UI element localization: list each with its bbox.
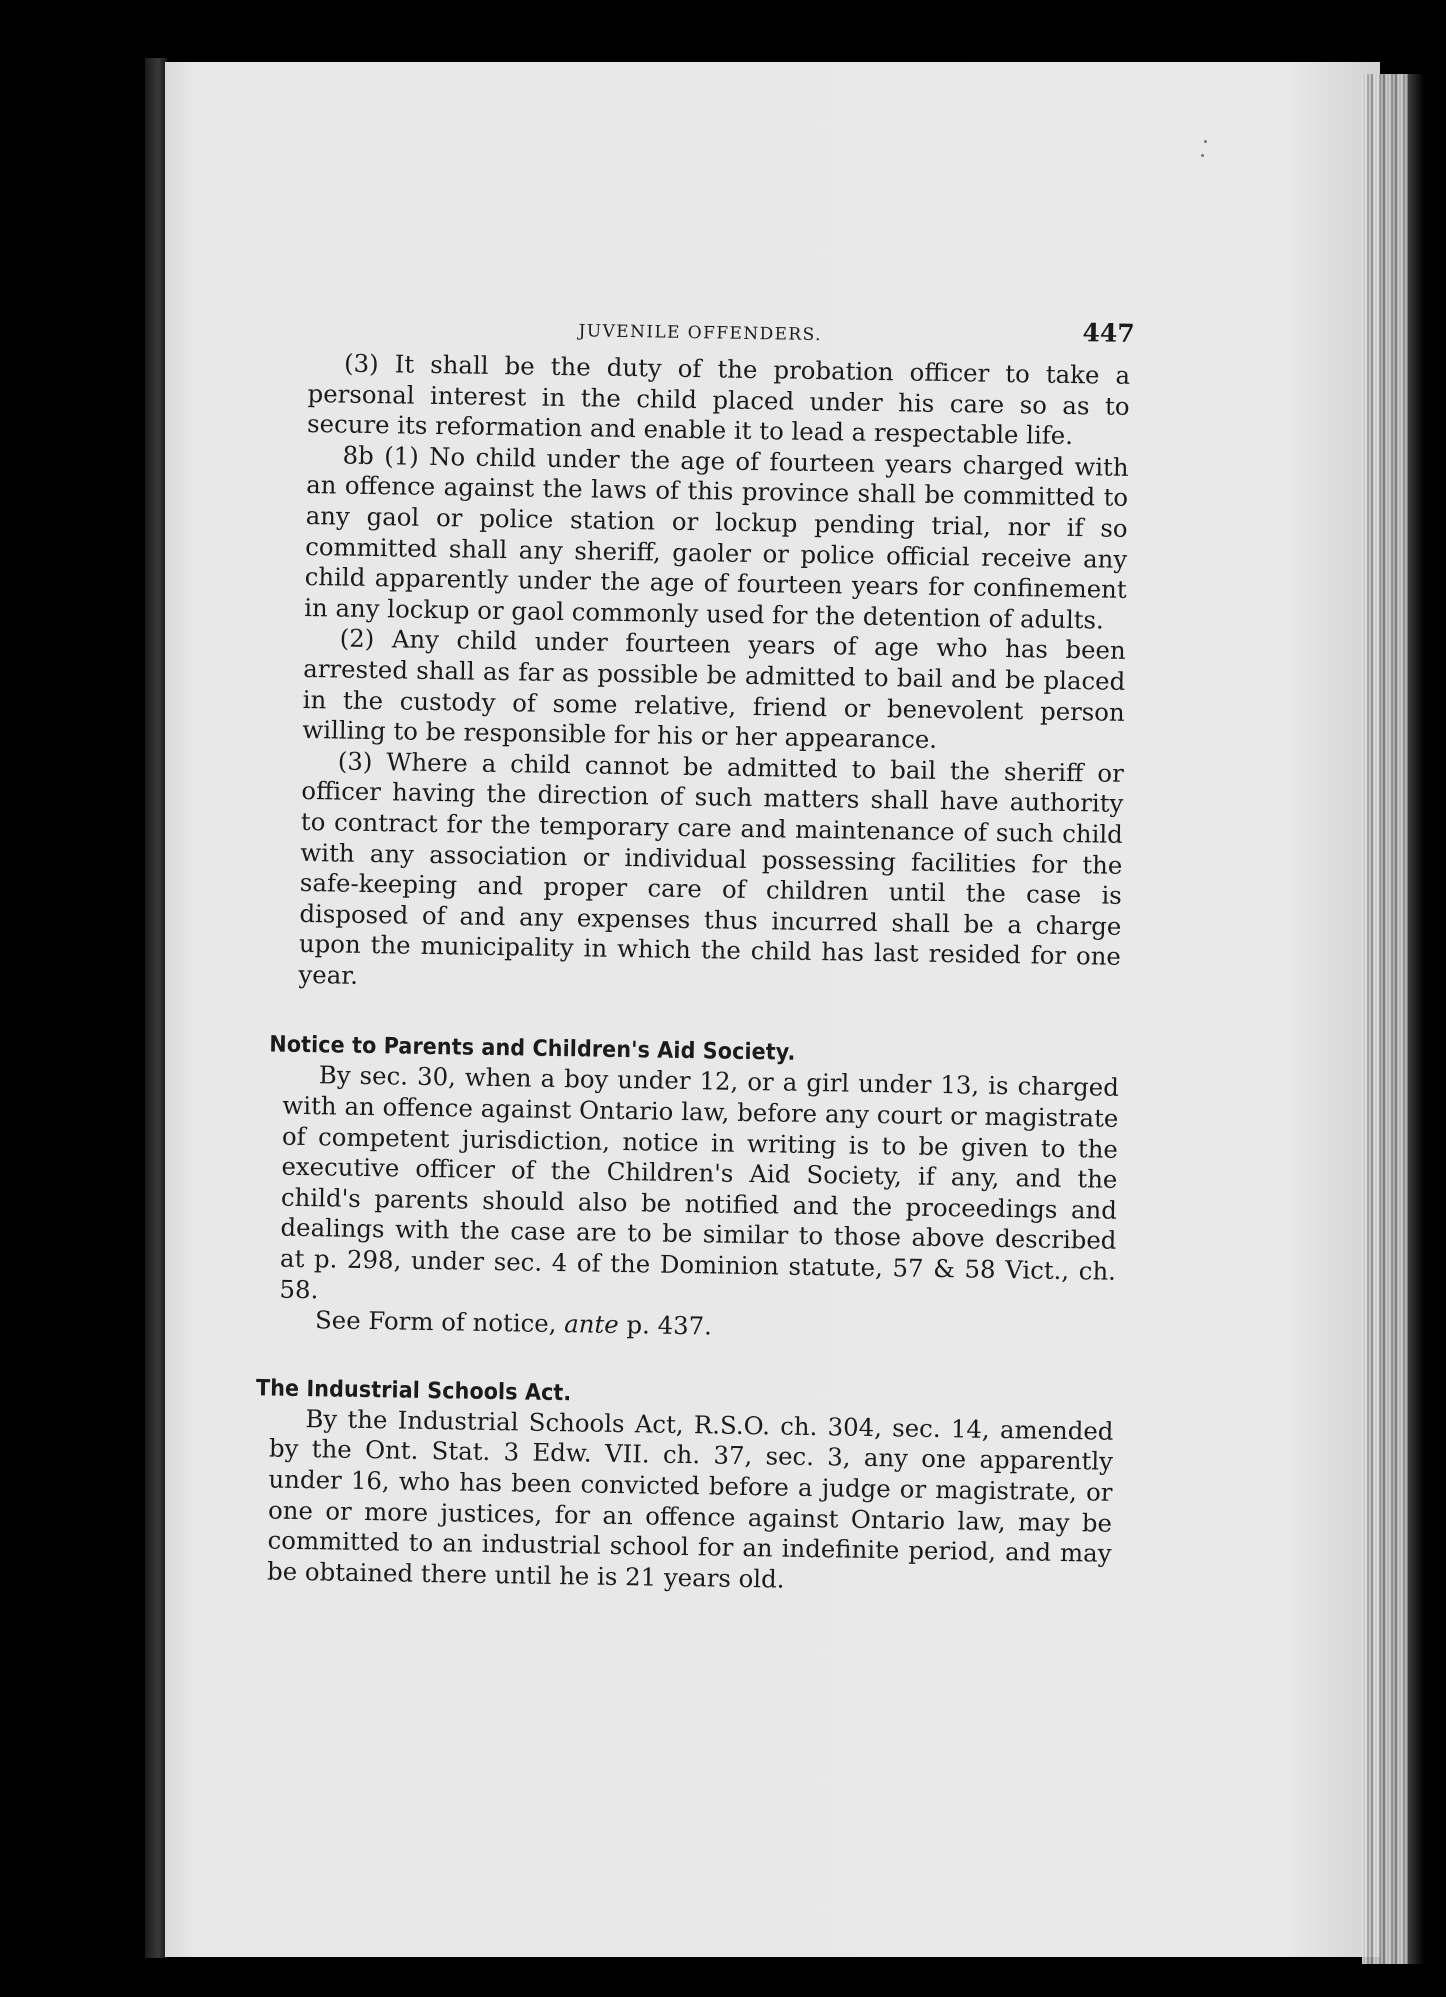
text-run: p. 437.	[618, 1310, 713, 1341]
page-edge-stack	[1362, 74, 1412, 1964]
page-text-block	[255, 306, 1135, 1600]
page-number: 447	[1082, 318, 1135, 348]
section-industrial-schools	[255, 1373, 1114, 1600]
section-heading: Notice to Parents and Children's Aid Society.	[269, 1031, 796, 1067]
dust-speck	[1204, 140, 1207, 143]
section-notice	[269, 1030, 1120, 1348]
paragraph: 8b (1) No child under the age of fourteen years charged with an offence against the laws of this province shall be committed to any gaol or police station or lockup pending trial, nor if so committed shall any sheriff, gaoler or police official receive any child apparently under the age of fourteen years for confinement in any lockup or gaol commonly used for the detention of adults.	[304, 440, 1129, 635]
binding-gutter	[145, 58, 167, 1958]
edge-shadow	[1408, 74, 1424, 1964]
paragraph: (3) Where a child cannot be admitted to bail the sheriff or officer having the direction of such matters shall have authority to contract for the temporary care and maintenance of such child with any association or individual possessing facilities for the safe-keeping and proper care of children until the case is disposed of and any expenses thus incurred shall be a charge upon the municipality in which the child has last resided for one year.	[298, 746, 1124, 990]
paragraph: (2) Any child under fourteen years of age who has been arrested shall as far as possible be admitted to bail and be placed in the custody of some relative, friend or benevolent person willing to be responsible for his or her appearance.	[302, 623, 1126, 755]
paragraph: By sec. 30, when a boy under 12, or a girl under 13, is charged with an offence against Ontario law, before any court or magistrate of competent jurisdiction, notice in writing is to be given to the executive officer of the Children's Aid Society, if any, and the child's parents should also be notified and the proceedings and dealings with the case are to be similar to those above described at p. 298, under sec. 4 of the Dominion statute, 57 & 58 Vict., ch. 58.	[279, 1060, 1120, 1304]
text-run: See Form of notice,	[314, 1305, 565, 1339]
italic-text: ante	[564, 1309, 619, 1340]
paragraph: (3) It shall be the duty of the probation officer to take a personal interest in the child placed under his care so as to secure its reformation and enable it to lead a respectable life.	[306, 348, 1131, 451]
paragraph: By the Industrial Schools Act, R.S.O. ch. 304, sec. 14, amended by the Ont. Stat. 3 Edw. VII. ch. 37, sec. 3, any one apparently under 16, who has been convicted before a judge or magistrate, or one or more justices, for an offence against Ontario law, may be committed to an industrial school for an indefinite period, and may be obtained there until he is 21 years old.	[266, 1403, 1114, 1594]
dust-speck	[1201, 154, 1204, 157]
section-heading: The Industrial Schools Act.	[255, 1375, 572, 1407]
running-head: JUVENILE OFFENDERS.	[578, 321, 822, 346]
